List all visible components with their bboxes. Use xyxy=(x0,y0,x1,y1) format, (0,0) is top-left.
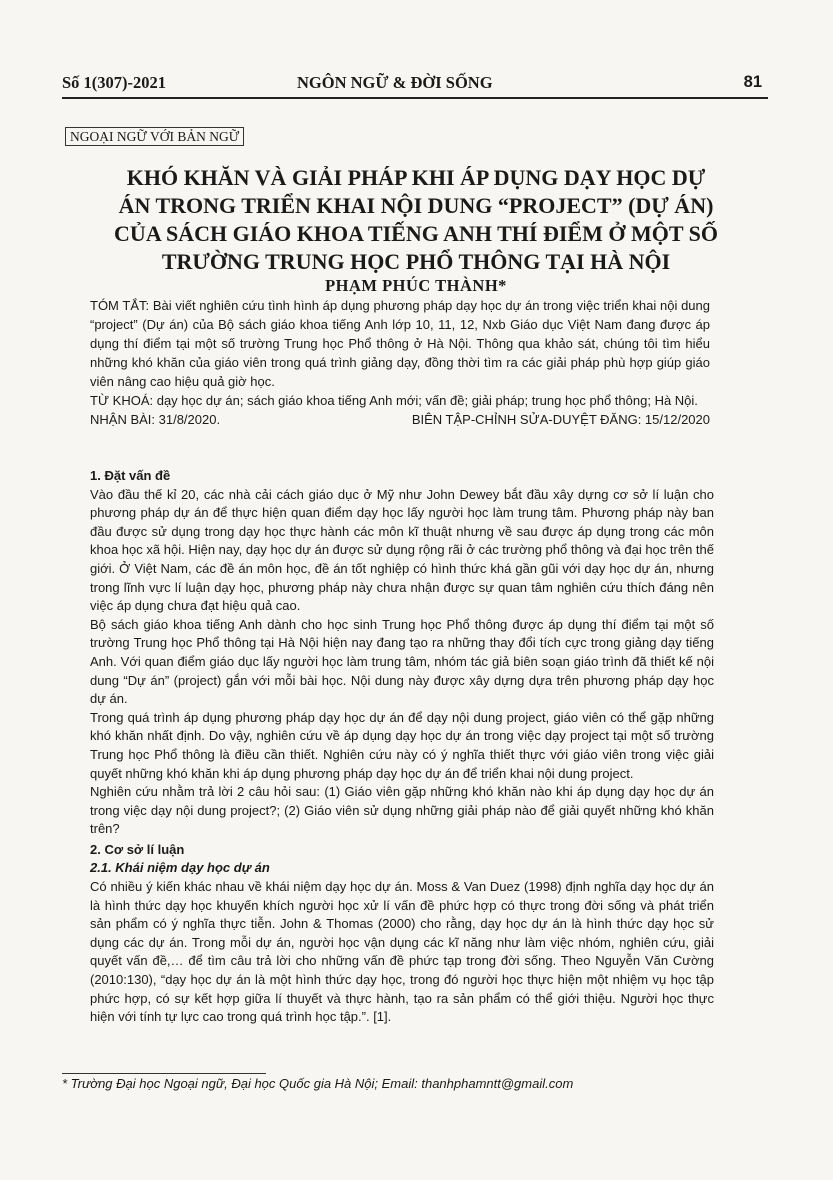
received-date: NHẬN BÀI: 31/8/2020. xyxy=(90,412,221,427)
section-heading: 1. Đặt vấn đề xyxy=(90,468,171,483)
paragraph: Trong quá trình áp dụng phương pháp dạy học dự án để dạy nội dung project, giáo viên có thể gặp những khó khăn nhất định. Do vậy, nghiên cứu về áp dụng dạy học dự án trong việc dạy project tại một số trường Trung học Phổ thông là điều cần thiết. Nghiên cứu này có ý nghĩa thiết thực với giáo viên trong việc giải quyết những khó khăn khi áp dụng phương pháp dạy học dự án để triển khai nội dung project. xyxy=(90,709,714,781)
accepted-date: BIÊN TẬP-CHỈNH SỬA-DUYỆT ĐĂNG: 15/12/2020 xyxy=(411,412,710,427)
section-tag: NGOẠI NGỮ VỚI BẢN NGỮ xyxy=(65,127,244,146)
keywords: TỪ KHOÁ: dạy học dự án; sách giáo khoa tiếng Anh mới; vấn đề; giải pháp; trung học phổ thông; Hà Nội. xyxy=(90,393,698,408)
journal-name: NGÔN NGỮ & ĐỜI SỐNG xyxy=(297,73,493,92)
title-line: KHÓ KHĂN VÀ GIẢI PHÁP KHI ÁP DỤNG DẠY HỌC DỰ xyxy=(126,165,706,190)
abstract-summary: TÓM TẮT: Bài viết nghiên cứu tình hình áp dụng phương pháp dạy học dự án trong việc triển khai nội dung “project” (Dự án) của Bộ sách giáo khoa tiếng Anh lớp 10, 11, 12, Nxb Giáo dục Việt Nam đang được áp dụng thí điểm tại một số trường Trung học Phổ thông ở Hà Nội. Thông qua khảo sát, chúng tôi tìm hiểu những khó khăn của giáo viên trong quá trình giảng dạy, đồng thời tìm ra các giải pháp phù hợp giúp giáo viên nâng cao hiệu quả giờ học. xyxy=(90,298,710,389)
title-line: ÁN TRONG TRIỂN KHAI NỘI DUNG “PROJECT” (DỰ ÁN) xyxy=(118,193,714,218)
paragraph: Nghiên cứu nhằm trả lời 2 câu hỏi sau: (1) Giáo viên gặp những khó khăn nào khi áp dụng dạy học dự án trong việc dạy nội dung project?; (2) Giáo viên sử dụng những giải pháp nào để giải quyết những khó khăn trên? xyxy=(90,784,714,837)
paragraph: Có nhiều ý kiến khác nhau về khái niệm dạy học dự án. Moss & Van Duez (1998) định nghĩa dạy học dự án là hình thức dạy học khuyến khích người học xử lí vấn đề phức hợp có thực trong đời sống và phát triển sản phẩm có ý nghĩa thực tiễn. John & Thomas (2000) cho rằng, dạy học dự án là hình thức dạy học sử dụng các dự án. Trong mỗi dự án, người học vận dụng các kĩ năng như làm việc nhóm, nghiên cứu, giải quyết vấn đề,… để tìm câu trả lời cho những vấn đề phức tạp trong đời sống. Theo Nguyễn Văn Cường (2010:130), “dạy học dự án là một hình thức dạy học, trong đó người học thực hiện một nhiệm vụ học tập phức hợp, có sự kết hợp giữa lí thuyết và thực hành, tạo ra sản phẩm có thể giới thiệu. Người học thực hiện với tính tự lực cao trong quá trình học tập.”. [1]. xyxy=(90,879,714,1025)
running-header xyxy=(62,73,762,95)
section-heading: 2. Cơ sở lí luận xyxy=(90,841,185,857)
abstract xyxy=(90,296,710,429)
title-line: TRƯỜNG TRUNG HỌC PHỔ THÔNG TẠI HÀ NỘI xyxy=(161,249,671,274)
title-line: CỦA SÁCH GIÁO KHOA TIẾNG ANH THÍ ĐIỂM Ở MỘT SỐ xyxy=(114,221,718,246)
article-body xyxy=(90,465,714,1027)
article-title xyxy=(60,164,772,276)
article-dates xyxy=(90,410,710,429)
header-rule xyxy=(62,97,768,99)
paragraph: Vào đầu thế kỉ 20, các nhà cải cách giáo dục ở Mỹ như John Dewey bắt đầu xây dựng cơ sở lí luận cho phương pháp dự án để thực hiện quan điểm dạy học lấy người học làm trung tâm. Phương pháp này ban đầu được sử dụng trong dạy học thực hành các môn kĩ thuật nhưng về sau được áp dụng trong các môn khoa học xã hội. Hiện nay, dạy học dự án được sử dụng rộng rãi ở các trường phổ thông và đại học trên thế giới. Ở Việt Nam, các đề án môn học, đề án tốt nghiệp có hình thức khá gần gũi với dạy học dự án, nhưng trong lĩnh vực lí luận dạy học, phương pháp này chưa nhận được sự quan tâm nghiên cứu thích đáng nên việc áp dụng chưa đạt hiệu quả cao. xyxy=(90,486,714,614)
paragraph: Bộ sách giáo khoa tiếng Anh dành cho học sinh Trung học Phổ thông được áp dụng thí điểm tại một số trường Trung học Phổ thông tại Hà Nội hiện nay đang tạo ra những thay đổi tích cực trong giảng dạy tiếng Anh. Với quan điểm giáo dục lấy người học làm trung tâm, nhóm tác giả biên soạn giáo trình đã thiết kế nội dung “Dự án” (project) gắn với mỗi bài học. Nội dung này được xây dựng dựa trên phương pháp dạy học dự án. xyxy=(90,616,714,707)
author-footnote: * Trường Đại học Ngoại ngữ, Đại học Quốc gia Hà Nội; Email: thanhphamntt@gmail.com xyxy=(62,1076,574,1091)
footnote-rule xyxy=(62,1073,266,1074)
issue-number: Số 1(307)-2021 xyxy=(62,73,167,92)
subsection-heading: 2.1. Khái niệm dạy học dự án xyxy=(90,860,270,876)
author-name: PHẠM PHÚC THÀNH* xyxy=(325,276,507,295)
page-number: 81 xyxy=(743,73,762,91)
